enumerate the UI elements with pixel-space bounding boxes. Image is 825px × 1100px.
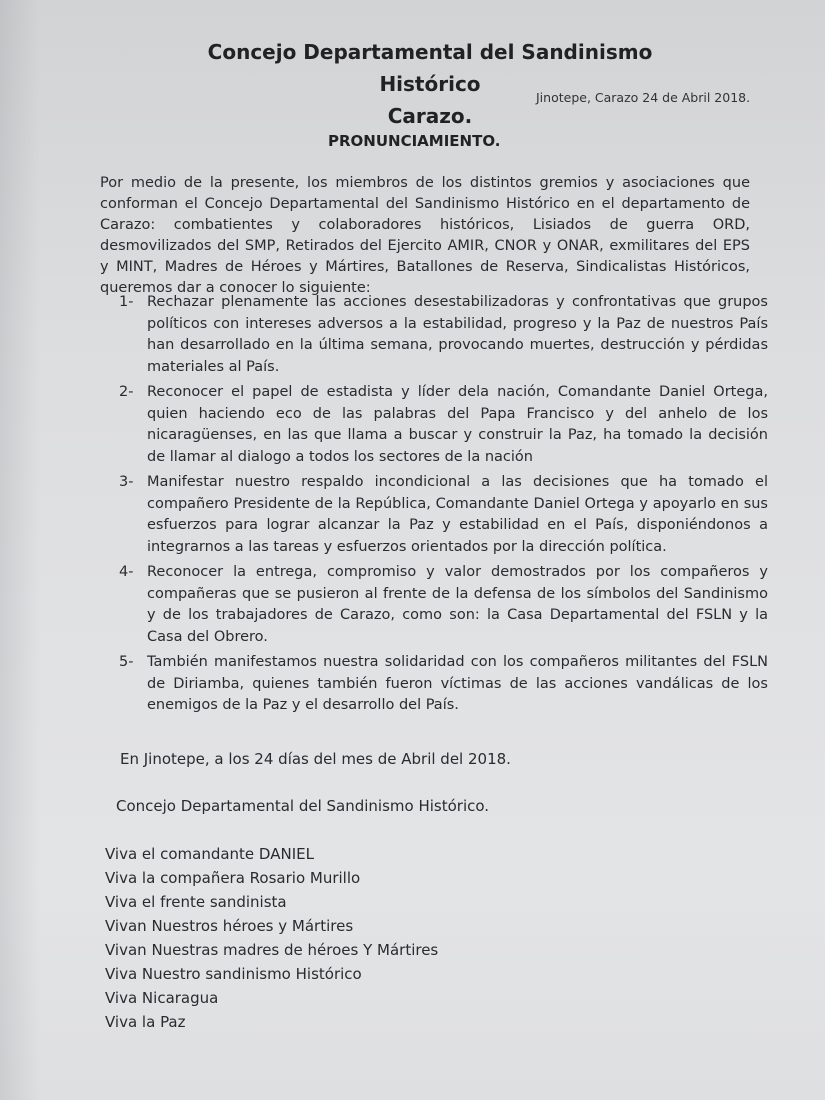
slogan-item: Viva Nuestro sandinismo Histórico [105, 965, 362, 983]
list-item-text: Manifestar nuestro respaldo incondicional a las decisiones que ha tomado el compañero Presidente de la República, Comandante Daniel Ortega y apoyarlo en sus esfuerzos para lograr alcanzar la Paz y estabilidad en el País, disponiéndonos a integrarnos a las tareas y esfuerzos orientados por la dirección política. [147, 474, 768, 555]
list-item-text: Reconocer el papel de estadista y líder dela nación, Comandante Daniel Ortega, quien haciendo eco de las palabras del Papa Francisco y del anhelo de los nicaragüenses, en las que llama a buscar y construir la Paz, ha tomado la decisión de llamar al dialogo a todos los sectores de la nación [147, 384, 768, 465]
list-item [103, 292, 768, 378]
list-item [103, 382, 768, 468]
closing-date: En Jinotepe, a los 24 días del mes de Abril del 2018. [120, 750, 511, 768]
slogan-item: Vivan Nuestros héroes y Mártires [105, 917, 354, 935]
slogan-item: Viva Nicaragua [105, 989, 219, 1007]
document-heading [160, 36, 700, 132]
slogan-item: Viva la compañera Rosario Murillo [105, 869, 361, 887]
department-title: Carazo. [387, 104, 473, 128]
list-item-number: 3- [119, 474, 134, 490]
intro-paragraph: Por medio de la presente, los miembros de los distintos gremios y asociaciones que conforman el Concejo Departamental del Sandinismo Histórico en el departamento de Carazo: combatientes y colaboradores históricos, Lisiados de guerra ORD, desmovilizados del SMP, Retirados del Ejercito AMIR, CNOR y ONAR, exmilitares del EPS y MINT, Madres de Héroes y Mártires, Batallones de Reserva, Sindicalistas Históricos, queremos dar a conocer lo siguiente: [100, 175, 750, 296]
organization-title: Concejo Departamental del Sandinismo Histórico [207, 40, 653, 96]
page-shadow [0, 0, 40, 1100]
list-item-number: 2- [119, 384, 134, 400]
list-item-number: 5- [119, 654, 134, 670]
list-item [103, 562, 768, 648]
list-item-number: 4- [119, 564, 134, 580]
slogan-item: Viva la Paz [105, 1013, 186, 1031]
signature-line: Concejo Departamental del Sandinismo Histórico. [116, 797, 490, 815]
slogan-list [105, 842, 438, 1034]
list-item [103, 472, 768, 558]
slogan-item: Viva el frente sandinista [105, 893, 287, 911]
list-item-text: Reconocer la entrega, compromiso y valor demostrados por los compañeros y compañeras que se pusieron al frente de la defensa de los símbolos del Sandinismo y de los trabajadores de Carazo, como son: la Casa Departamental del FSLN y la Casa del Obrero. [147, 564, 768, 645]
list-item-number: 1- [119, 294, 134, 310]
list-item [103, 652, 768, 717]
slogan-item: Vivan Nuestras madres de héroes Y Mártires [105, 941, 439, 959]
resolution-list [103, 292, 768, 721]
slogan-item: Viva el comandante DANIEL [105, 845, 314, 863]
document-title: PRONUNCIAMIENTO. [328, 132, 501, 150]
dateline: Jinotepe, Carazo 24 de Abril 2018. [536, 90, 751, 105]
list-item-text: Rechazar plenamente las acciones desestabilizadoras y confrontativas que grupos políticos con intereses adversos a la estabilidad, progreso y la Paz de nuestros País han desarrollado en la última semana, provocando muertes, destrucción y pérdidas materiales al País. [147, 294, 768, 375]
list-item-text: También manifestamos nuestra solidaridad con los compañeros militantes del FSLN de Diriamba, quienes también fueron víctimas de las acciones vandálicas de los enemigos de la Paz y el desarrollo del País. [147, 654, 768, 713]
